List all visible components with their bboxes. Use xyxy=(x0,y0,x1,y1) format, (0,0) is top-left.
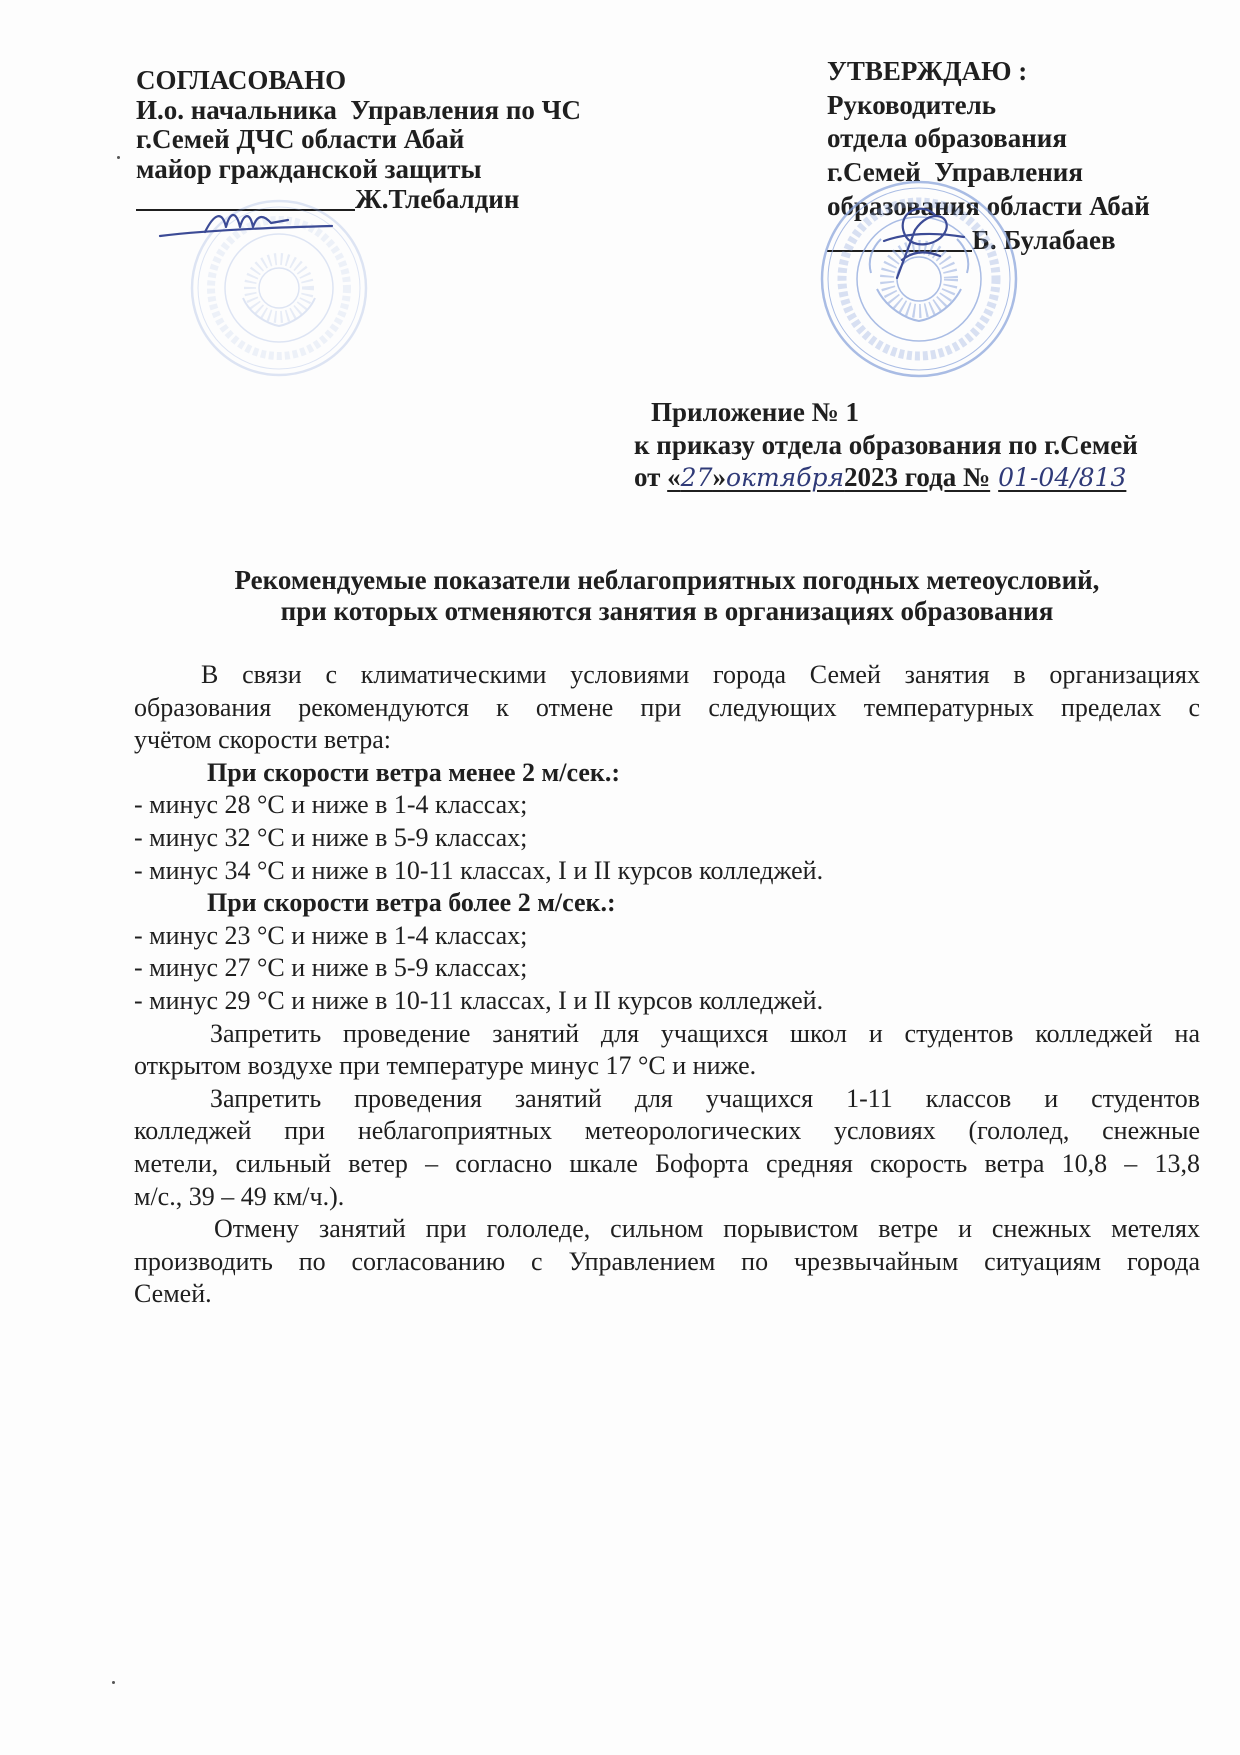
handwritten-day: 27 xyxy=(680,463,713,492)
approval-line: И.о. начальника Управления по ЧС xyxy=(136,94,581,125)
quote-close: » xyxy=(712,462,726,492)
list-item: - минус 34 °С и ниже в 10-11 классах, I и II курсов колледжей. xyxy=(134,855,824,885)
signature-underline xyxy=(136,189,355,211)
official-stamp-left xyxy=(192,201,366,375)
approval-line: г.Семей ДЧС области Абай xyxy=(136,124,465,155)
section-heading: При скорости ветра менее 2 м/сек.: xyxy=(207,757,621,787)
date-prefix: от xyxy=(634,462,668,492)
text-line: Семей. xyxy=(134,1279,212,1309)
section-wind-above-2 xyxy=(134,887,1200,1017)
handwritten-order-number: 01-04/813 xyxy=(998,463,1127,492)
list-item: - минус 27 °С и ниже в 5-9 классах; xyxy=(134,953,528,983)
signatory-name: Б. Булабаев xyxy=(972,224,1116,255)
scan-speck xyxy=(117,156,120,159)
approval-block-approved xyxy=(827,55,1150,257)
list-item: - минус 32 °С и ниже в 5-9 классах; xyxy=(134,822,528,852)
section-heading: При скорости ветра более 2 м/сек.: xyxy=(207,888,616,918)
paragraph-weather-ban xyxy=(134,1083,1200,1213)
approval-line: отдела образования xyxy=(827,123,1067,154)
approval-block-agreed xyxy=(136,66,581,215)
text-line: м/с., 39 – 49 км/ч.). xyxy=(134,1181,345,1211)
paragraph-intro xyxy=(134,659,1200,757)
handwritten-month: октября xyxy=(725,463,845,492)
list-item: - минус 23 °С и ниже в 1-4 классах; xyxy=(134,920,528,950)
scan-speck xyxy=(112,1681,115,1684)
text-line: Отмену занятий при гололеде, сильном порывистом ветре и снежных метелях xyxy=(214,1214,1200,1244)
quote-open: « xyxy=(667,462,681,492)
list-item: - минус 29 °С и ниже в 10-11 классах, I и II курсов колледжей. xyxy=(134,985,824,1015)
signature-line xyxy=(136,185,581,215)
text-line: Запретить проведения занятий для учащихся 1-11 классов и студентов xyxy=(210,1083,1200,1113)
approval-heading: УТВЕРЖДАЮ : xyxy=(827,56,1028,86)
annex-title: Приложение № 1 xyxy=(651,397,859,427)
text-line: Запретить проведение занятий для учащихся школ и студентов колледжей на xyxy=(210,1018,1200,1048)
title-line: при которых отменяются занятия в организациях образования xyxy=(280,596,1054,626)
title-line: Рекомендуемые показатели неблагоприятных погодных метеоусловий, xyxy=(234,565,1100,595)
approval-heading: СОГЛАСОВАНО xyxy=(136,65,347,95)
approval-line: образования области Абай xyxy=(827,190,1150,221)
text-line: колледжей при неблагоприятных метеорологических условиях (гололед, снежные xyxy=(134,1116,1200,1146)
date-underlined xyxy=(667,462,1126,492)
text-line: метели, сильный ветер – согласно шкале Бофорта средняя скорость ветра 10,8 – 13,8 xyxy=(134,1148,1200,1178)
list-item: - минус 28 °С и ниже в 1-4 классах; xyxy=(134,790,528,820)
text-line: производить по согласованию с Управлением по чрезвычайным ситуациям города xyxy=(134,1246,1200,1276)
annex-date-line xyxy=(634,461,1138,495)
text-line: открытом воздухе при температуре минус 17 °С и ниже. xyxy=(134,1051,757,1081)
annex-order-ref: к приказу отдела образования по г.Семей xyxy=(634,429,1138,460)
document-body xyxy=(134,659,1200,1311)
year-label: 2023 года № xyxy=(844,462,991,492)
section-wind-below-2 xyxy=(134,757,1200,887)
approval-line: г.Семей Управления xyxy=(827,157,1083,188)
text-line: образования рекомендуются к отмене при следующих температурных пределах с xyxy=(134,692,1200,722)
signatory-name: Ж.Тлебалдин xyxy=(355,183,520,214)
text-line: В связи с климатическими условиями города Семей занятия в организациях xyxy=(201,660,1200,689)
document-title xyxy=(134,565,1200,627)
text-line: учётом скорости ветра: xyxy=(134,725,392,755)
approval-line: майор гражданской защиты xyxy=(136,154,482,185)
annex-reference xyxy=(634,396,1138,495)
signature-left xyxy=(160,215,332,236)
approval-line: Руководитель xyxy=(827,89,997,120)
signature-line xyxy=(827,224,1150,258)
paragraph-outdoor-ban xyxy=(134,1018,1200,1083)
signature-underline xyxy=(827,230,972,252)
paragraph-cancellation xyxy=(134,1213,1200,1311)
